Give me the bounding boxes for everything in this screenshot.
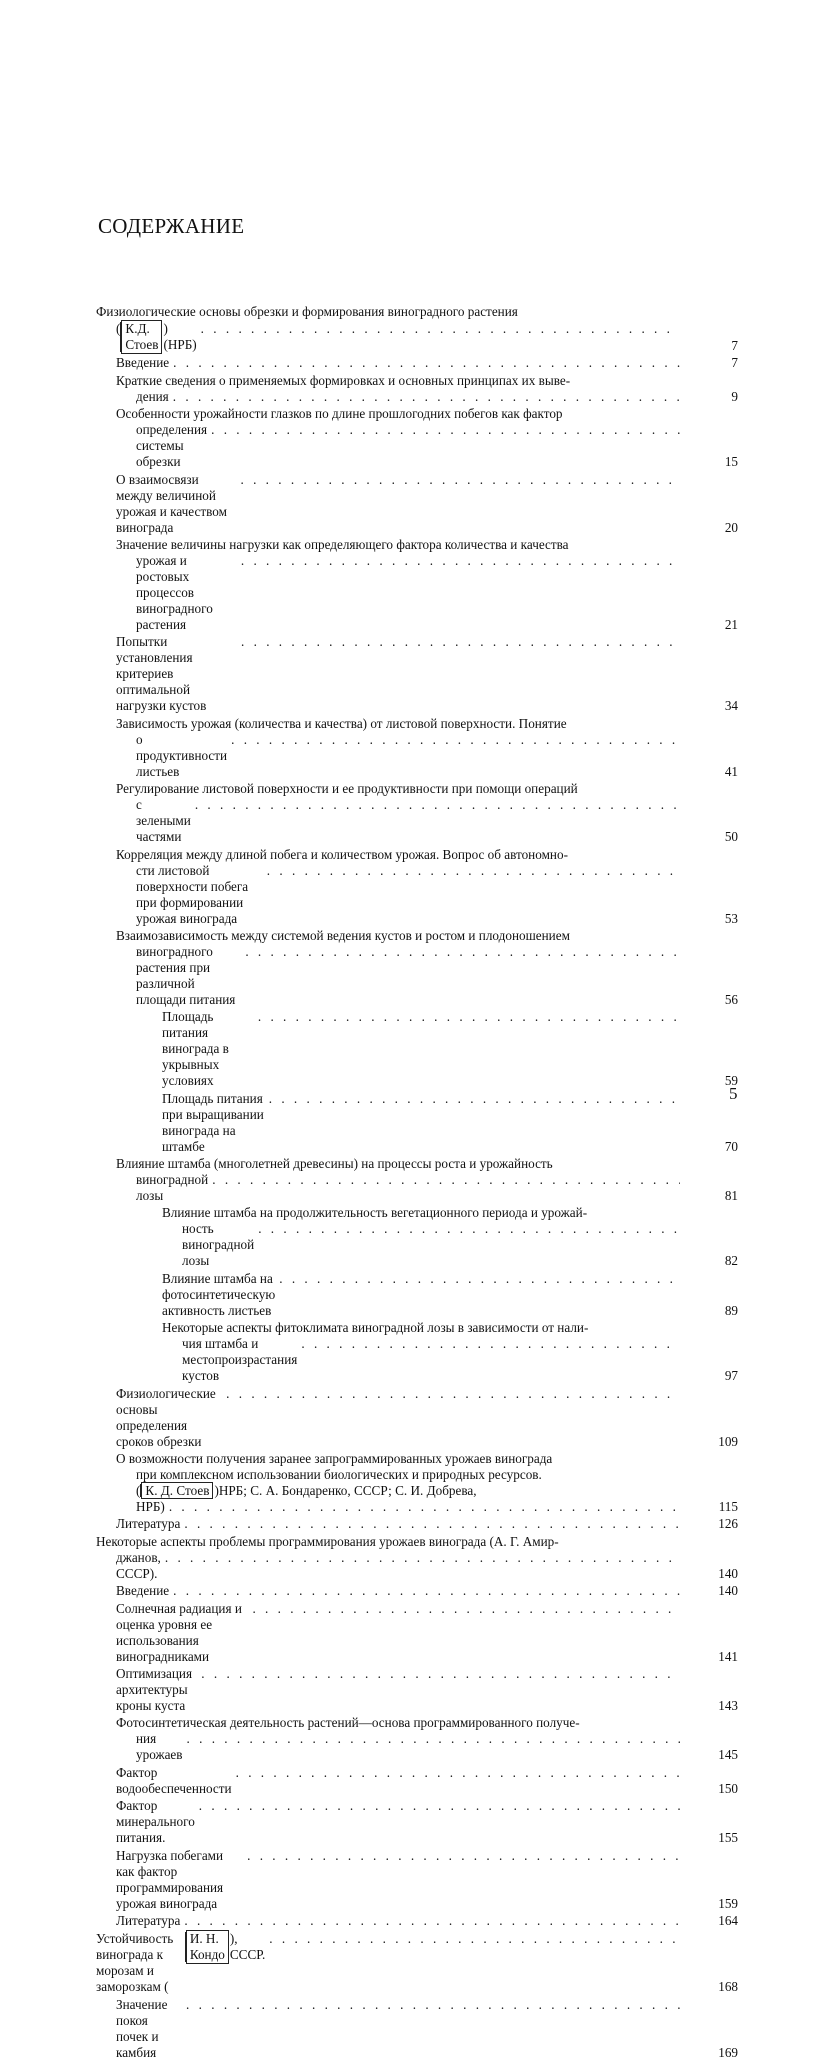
toc-entry-title: Регулирование листовой поверхности и ее продуктивности при помощи операций xyxy=(116,781,578,797)
toc-entry-title: Площадь питания при выращивании винограда на штамбе xyxy=(162,1090,264,1154)
toc-entry-title: Краткие сведения о применяемых формировках и основных принципах их выве- xyxy=(116,372,571,388)
leader-dots xyxy=(173,1583,680,1599)
leader-dots xyxy=(165,1550,680,1566)
toc-entry xyxy=(116,928,742,1008)
leader-dots xyxy=(258,1009,680,1025)
toc-entry-title: Некоторые аспекты фитоклимата виноградной лозы в зависимости от нали- xyxy=(162,1320,589,1336)
toc-page-number: 150 xyxy=(718,1780,738,1796)
leader-dots xyxy=(252,1601,680,1617)
toc-entry-title: Корреляция между длиной побега и количеством урожая. Вопрос об автономно- xyxy=(116,846,568,862)
toc-page-number: 50 xyxy=(724,829,738,845)
toc-entry xyxy=(162,1009,742,1089)
toc-entry-title: Устойчивость винограда к морозам и заморозкам ( xyxy=(96,1931,174,1995)
toc-page-number: 126 xyxy=(718,1516,738,1532)
toc-page-number: 145 xyxy=(718,1747,738,1763)
toc-page-number: 15 xyxy=(724,454,738,470)
toc-entry xyxy=(116,1666,742,1714)
toc-entry-title: Некоторые аспекты проблемы программирования урожаев винограда (А. Г. Амир- xyxy=(96,1533,559,1549)
toc-entry xyxy=(116,472,742,536)
leader-dots xyxy=(279,1271,680,1287)
toc-entry xyxy=(116,1997,742,2061)
leader-dots xyxy=(269,1091,680,1107)
boxed-author-name: К. Д. Стоев xyxy=(141,1482,213,1499)
toc-entry-title-line: определения системы обрезки xyxy=(136,422,208,470)
toc-entry-title-line: НРБ) xyxy=(136,1499,165,1515)
toc-entry xyxy=(162,1091,742,1155)
toc-entry-title-line: виноградной лозы xyxy=(136,1172,209,1204)
leader-dots xyxy=(241,553,680,569)
toc-entry xyxy=(96,1930,742,1995)
toc-entry xyxy=(116,634,742,714)
toc-entry-title: О возможности получения заранее запрограммированных урожаев винограда xyxy=(116,1451,553,1467)
toc-entry-title: Фактор водообеспеченности xyxy=(116,1764,232,1796)
leader-dots xyxy=(169,1499,680,1515)
toc-entry-title: Литература xyxy=(116,1516,181,1532)
toc-entry-title: Влияние штамба на фотосинтетическую активность листьев xyxy=(162,1270,276,1318)
toc-page-number: 34 xyxy=(724,698,738,714)
toc-page-number: 109 xyxy=(718,1433,738,1449)
toc-page-number: 169 xyxy=(718,2044,738,2060)
toc-page-number: 141 xyxy=(718,1648,738,1664)
toc-page-number: 164 xyxy=(718,1912,738,1928)
toc-entry-title-line: джанов, СССР). xyxy=(116,1549,161,1581)
toc-page-number: 168 xyxy=(718,1979,738,1995)
toc-entry-title: Введение xyxy=(116,355,170,371)
toc-page-number: 140 xyxy=(718,1565,738,1581)
toc-entry xyxy=(116,1601,742,1665)
toc-entry xyxy=(116,716,742,780)
leader-dots xyxy=(187,1731,681,1747)
leader-dots xyxy=(258,1221,680,1237)
toc-entry-title: Фактор минерального питания. xyxy=(116,1798,195,1846)
toc-entry xyxy=(116,373,742,405)
leader-dots xyxy=(269,1931,680,1947)
toc-entry xyxy=(162,1320,742,1384)
toc-page-number: 56 xyxy=(724,991,738,1007)
leader-dots xyxy=(186,1997,680,2013)
toc-entry-title: Зависимость урожая (количества и качества) от листовой поверхности. Понятие xyxy=(116,715,567,731)
toc-entry-title: Литература xyxy=(116,1912,181,1928)
toc-entry xyxy=(116,1516,742,1532)
leader-dots xyxy=(245,944,680,960)
toc-entry xyxy=(116,537,742,633)
toc-page-number: 155 xyxy=(718,1830,738,1846)
toc-entry-title-line: ность виноградной лозы xyxy=(182,1221,255,1269)
toc-entry-title: Физиологические основы обрезки и формирования виноградного растения xyxy=(96,304,518,319)
leader-dots xyxy=(173,355,680,371)
toc-entry-title-line: ) (НРБ) xyxy=(163,321,197,352)
toc-entry-title-line: сти листовой поверхности побега при формировании урожая винограда xyxy=(136,862,249,926)
page-number: 5 xyxy=(729,1084,738,1103)
leader-dots xyxy=(231,732,680,748)
leader-dots xyxy=(247,1848,680,1864)
toc-page-number: 81 xyxy=(724,1188,738,1204)
toc-entry xyxy=(162,1271,742,1319)
toc-entry-title: Попытки установления критериев оптимальной нагрузки кустов xyxy=(116,634,207,714)
toc-page-number: 143 xyxy=(718,1697,738,1713)
toc-entry-title: Нагрузка побегами как фактор программирования урожая винограда xyxy=(116,1847,224,1911)
leader-dots xyxy=(195,797,680,813)
table-of-contents xyxy=(96,304,742,2061)
toc-entry xyxy=(116,1386,742,1450)
leader-dots xyxy=(184,1913,680,1929)
toc-page-number: 59 xyxy=(724,1073,738,1089)
toc-entry xyxy=(116,1848,742,1912)
toc-entry-title: Взаимозависимость между системой ведения кустов и ростом и плодоношением xyxy=(116,927,570,943)
toc-entry xyxy=(116,1798,742,1846)
toc-entry-title: Влияние штамба (многолетней древесины) на процессы роста и урожайность xyxy=(116,1156,553,1172)
toc-page-number: 115 xyxy=(718,1499,738,1515)
toc-entry xyxy=(116,1583,742,1599)
toc-entry-title-line: чия штамба и местопроизрастания кустов xyxy=(182,1336,298,1384)
toc-entry xyxy=(116,1715,742,1763)
toc-page-number: 21 xyxy=(724,616,738,632)
toc-page-number: 89 xyxy=(724,1302,738,1318)
toc-page-number: 9 xyxy=(731,388,738,404)
page-title: СОДЕРЖАНИЕ xyxy=(98,214,245,238)
leader-dots xyxy=(226,1386,680,1402)
toc-entry xyxy=(116,1765,742,1797)
toc-entry-title-line: дения xyxy=(136,388,169,404)
toc-page-number: 97 xyxy=(724,1368,738,1384)
toc-entry-title: Введение xyxy=(116,1583,170,1599)
toc-entry-title-line: с зелеными частями xyxy=(136,797,191,845)
leader-dots xyxy=(267,863,680,879)
toc-entry xyxy=(116,1156,742,1204)
toc-page-number: 140 xyxy=(718,1583,738,1599)
toc-entry xyxy=(116,847,742,927)
toc-entry-title: Значение величины нагрузки как определяющего фактора количества и качества xyxy=(116,536,569,552)
toc-entry-title-line: о продуктивности листьев xyxy=(136,731,228,779)
boxed-author-name: И. Н. Кондо xyxy=(186,1930,229,1964)
leader-dots xyxy=(301,1336,680,1352)
toc-entry xyxy=(116,1451,742,1515)
toc-entry xyxy=(116,355,742,371)
toc-entry xyxy=(96,304,742,354)
leader-dots xyxy=(201,1666,680,1682)
toc-page-number: 20 xyxy=(724,519,738,535)
toc-entry-title-line: )НРБ; С. А. Бондаренко, СССР; С. И. Добрева, xyxy=(214,1483,477,1499)
leader-dots xyxy=(173,389,680,405)
leader-dots xyxy=(236,1765,680,1781)
toc-entry-title: Особенности урожайности глазков по длине прошлогодних побегов как фактор xyxy=(116,406,563,422)
toc-entry-title: Площадь питания винограда в укрывных условиях xyxy=(162,1009,229,1089)
toc-entry-title: О взаимосвязи между величиной урожая и качеством винограда xyxy=(116,471,227,535)
toc-entry-title: Фотосинтетическая деятельность растений—основа программированного получе- xyxy=(116,1715,580,1731)
toc-page-number: 82 xyxy=(724,1253,738,1269)
toc-page-number: 53 xyxy=(724,910,738,926)
leader-dots xyxy=(240,472,680,488)
leader-dots xyxy=(199,1798,680,1814)
toc-entry-title: Солнечная радиация и оценка уровня ее использования виноградниками xyxy=(116,1600,242,1664)
toc-entry-title: Значение покоя почек и камбия xyxy=(116,1996,168,2060)
toc-page-number: 7 xyxy=(731,355,738,371)
toc-page-number: 159 xyxy=(718,1895,738,1911)
toc-page-number: 7 xyxy=(731,338,738,353)
toc-entry-title: Влияние штамба на продолжительность вегетационного периода и урожай- xyxy=(162,1205,588,1221)
toc-entry-title-line: ( xyxy=(136,1483,141,1499)
leader-dots xyxy=(241,634,680,650)
toc-entry xyxy=(162,1205,742,1269)
leader-dots xyxy=(184,1516,680,1532)
toc-page-number: 70 xyxy=(724,1138,738,1154)
toc-entry xyxy=(116,1913,742,1929)
toc-entry-title-line: ния урожаев xyxy=(136,1731,183,1763)
toc-entry xyxy=(116,781,742,845)
toc-entry-title: Физиологические основы определения сроков обрезки xyxy=(116,1385,216,1449)
toc-entry xyxy=(96,1534,742,1582)
toc-entry xyxy=(116,406,742,470)
leader-dots xyxy=(212,1172,680,1188)
boxed-author-name: К.Д. Стоев xyxy=(121,320,162,354)
toc-entry-title-line: виноградного растения при различной площади питания xyxy=(136,943,236,1007)
leader-dots xyxy=(211,422,680,438)
leader-dots xyxy=(201,321,680,337)
toc-entry-title-line: урожая и ростовых процессов виноградного растения xyxy=(136,552,213,632)
toc-entry-title-line: при комплексном использовании биологических и природных ресурсов. xyxy=(136,1467,542,1483)
toc-entry-title-line: ( xyxy=(116,321,121,336)
toc-entry-title-suffix: ), СССР. xyxy=(229,1931,266,1963)
toc-entry-title: Оптимизация архитектуры кроны куста xyxy=(116,1665,193,1713)
toc-page-number: 41 xyxy=(724,763,738,779)
